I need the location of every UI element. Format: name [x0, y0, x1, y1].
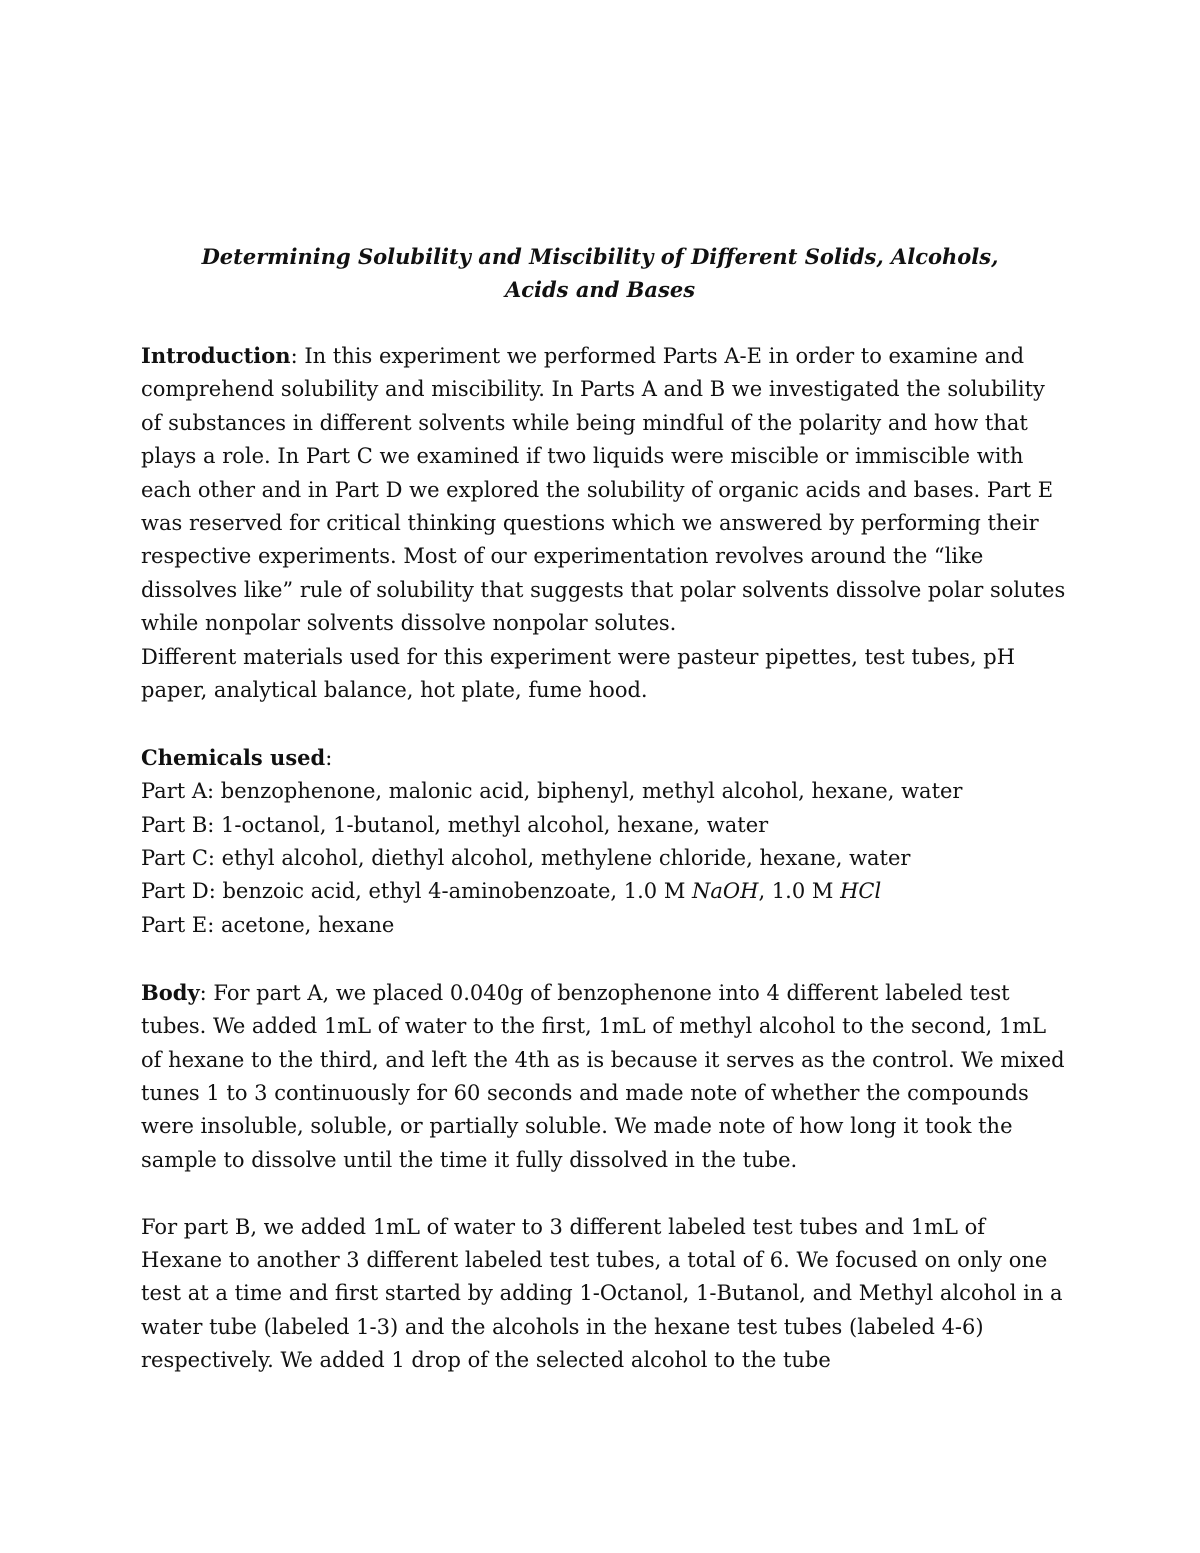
body-text-1: : For part A, we placed 0.040g of benzophenone into 4 different labeled test tubes. We added 1mL of water to the first, 1mL of methyl alcohol to the second, 1mL of hexane to the third, and left the 4th as is because it serves as the control. We mixed tunes 1 to 3 continuously for 60 seconds and made note of whether the compounds were insoluble, soluble, or partially soluble. We made note of how long it took the sample to dissolve until the time it fully dissolved in the tube.	[141, 980, 1065, 1172]
chemicals-part-b: Part B: 1-octanol, 1-butanol, methyl alcohol, hexane, water	[141, 812, 769, 837]
spacer	[141, 707, 1071, 740]
part-d-hcl: HCl	[840, 879, 882, 904]
chemicals-part-d	[141, 875, 1071, 908]
title-line-1: Determining Solubility and Miscibility of Different Solids, Alcohols,	[201, 244, 999, 269]
chemicals-heading: Chemicals used	[141, 744, 326, 770]
part-d-prefix: Part D: benzoic acid, ethyl 4-aminobenzoate, 1.0 M	[141, 879, 693, 904]
chemicals-heading-colon: :	[325, 745, 333, 770]
chemicals-heading-line	[141, 741, 1071, 775]
title-line-2: Acids and Bases	[504, 277, 696, 302]
materials-paragraph: Different materials used for this experiment were pasteur pipettes, test tubes, pH paper, analytical balance, hot plate, fume hood.	[141, 644, 1016, 703]
introduction-text: : In this experiment we performed Parts A-E in order to examine and comprehend solubility and miscibility. In Parts A and B we investigated the solubility of substances in different solvents while being mindful of the polarity and how that plays a role. In Part C we examined if two liquids were miscible or immiscible with each other and in Part D we explored the solubility of organic acids and bases. Part E was reserved for critical thinking questions which we answered by performing their respective experiments. Most of our experimentation revolves around the “like dissolves like” rule of solubility that suggests that polar solvents dissolve polar solutes while nonpolar solvents dissolve nonpolar solutes.	[141, 344, 1066, 636]
chemicals-part-c: Part C: ethyl alcohol, diethyl alcohol, methylene chloride, hexane, water	[141, 846, 911, 871]
spacer	[141, 942, 1071, 975]
document-body	[141, 339, 1071, 1378]
introduction-heading: Introduction	[141, 343, 291, 368]
introduction-paragraph	[141, 339, 1071, 641]
part-d-mid: , 1.0 M	[758, 879, 841, 904]
spacer	[141, 1177, 1071, 1210]
body-heading: Body	[141, 979, 200, 1005]
chemicals-part-a: Part A: benzophenone, malonic acid, biphenyl, methyl alcohol, hexane, water	[141, 779, 963, 804]
document-title	[130, 240, 1070, 306]
part-d-naoh: NaOH	[692, 879, 759, 904]
body-paragraph-1	[141, 976, 1071, 1177]
chemicals-part-e: Part E: acetone, hexane	[141, 912, 395, 937]
body-paragraph-2: For part B, we added 1mL of water to 3 different labeled test tubes and 1mL of Hexane to another 3 different labeled test tubes, a total of 6. We focused on only one test at a time and first started by adding 1-Octanol, 1-Butanol, and Methyl alcohol in a water tube (labeled 1-3) and the alcohols in the hexane test tubes (labeled 4-6) respectively. We added 1 drop of the selected alcohol to the tube	[141, 1214, 1063, 1373]
